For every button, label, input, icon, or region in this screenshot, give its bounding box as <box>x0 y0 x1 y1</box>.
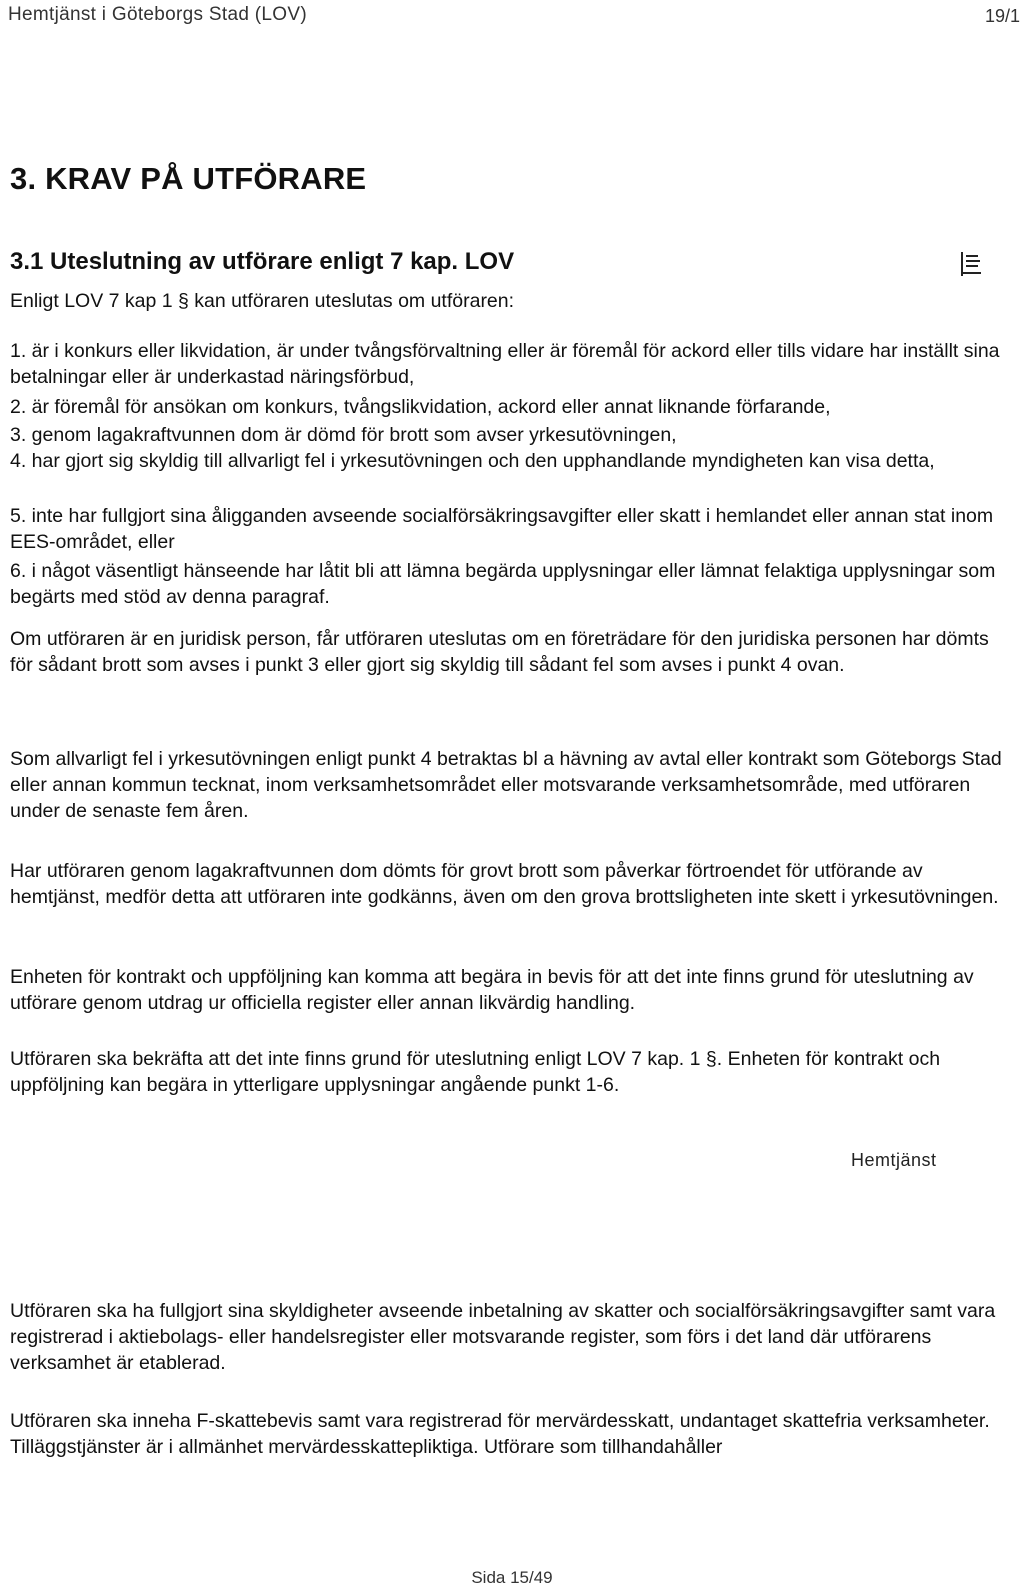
paragraph-tax-obligations: Utföraren ska ha fullgjort sina skyldigheter avseende inbetalning av skatter och socialförsäkringsavgifter samt vara registrerad i aktiebolags- eller handelsregister eller motsvarande register, som förs i det land där utförarens verksamhet är etablerad. <box>10 1300 996 1374</box>
list-item-2: 2. är föremål för ansökan om konkurs, tvångslikvidation, ackord eller annat liknande förfarande, <box>10 396 831 418</box>
document-stamp-icon <box>960 252 982 276</box>
page-number: Sida 15/49 <box>471 1568 553 1587</box>
intro-text: Enligt LOV 7 kap 1 § kan utföraren uteslutas om utföraren: <box>10 290 515 312</box>
running-header-title: Hemtjänst i Göteborgs Stad (LOV) <box>8 4 307 25</box>
paragraph-legal-person: Om utföraren är en juridisk person, får utföraren uteslutas om en företrädare för den juridiska personen har dömts för sådant brott som avses i punkt 3 eller gjort sig skyldig till sådant fel som avses i punkt 4 ovan. <box>10 628 989 676</box>
paragraph-serious-fault: Som allvarligt fel i yrkesutövningen enligt punkt 4 betraktas bl a hävning av avtal eller kontrakt som Göteborgs Stad eller annan kommun tecknat, inom verksamhetsområdet eller motsvarande verksamhetsområde, med utföraren under de senaste fem åren. <box>10 748 1002 822</box>
paragraph-evidence: Enheten för kontrakt och uppföljning kan komma att begära in bevis för att det inte finns grund för uteslutning av utförare genom utdrag ur officiella register eller annan likvärdig handling. <box>10 966 974 1014</box>
chapter-heading: 3. KRAV PÅ UTFÖRARE <box>10 161 367 196</box>
list-item-4: 4. har gjort sig skyldig till allvarligt fel i yrkesutövningen och den upphandlande myndigheten kan visa detta, <box>10 450 935 472</box>
list-item-5: 5. inte har fullgjort sina åligganden avseende socialförsäkringsavgifter eller skatt i hemlandet eller annan stat inom EES-området, eller <box>10 505 994 553</box>
paragraph-f-tax: Utföraren ska inneha F-skattebevis samt vara registrerad för mervärdesskatt, undantaget skattefria verksamheter. Tilläggstjänster är i allmänhet mervärdesskattepliktiga. Utförare som tillhandahåller <box>10 1410 990 1458</box>
paragraph-serious-crime: Har utföraren genom lagakraftvunnen dom dömts för grovt brott som påverkar förtroendet för utförande av hemtjänst, medför detta att utföraren inte godkänns, även om den grova brottsligheten inte skett i yrkesutövningen. <box>10 860 999 908</box>
document-stamp-icon-graphic <box>960 252 982 276</box>
list-item-1: 1. är i konkurs eller likvidation, är under tvångsförvaltning eller är föremål för ackord eller tills vidare har inställt sina betalningar eller är underkastad näringsförbud, <box>10 340 1000 388</box>
paragraph-confirmation: Utföraren ska bekräfta att det inte finns grund för uteslutning enligt LOV 7 kap. 1 §. Enheten för kontrakt och uppföljning kan begära in ytterligare upplysningar angående punkt 1-6. <box>10 1048 941 1096</box>
list-item-3: 3. genom lagakraftvunnen dom är dömd för brott som avser yrkesutövningen, <box>10 424 677 446</box>
page-footer <box>0 1568 1024 1588</box>
running-header-page-marker: 19/1 <box>984 6 1020 26</box>
side-label: Hemtjänst <box>851 1150 937 1170</box>
section-heading: 3.1 Uteslutning av utförare enligt 7 kap. LOV <box>10 248 515 275</box>
list-item-6: 6. i något väsentligt hänseende har låtit bli att lämna begärda upplysningar eller lämnat felaktiga upplysningar som begärts med stöd av denna paragraf. <box>10 560 996 608</box>
